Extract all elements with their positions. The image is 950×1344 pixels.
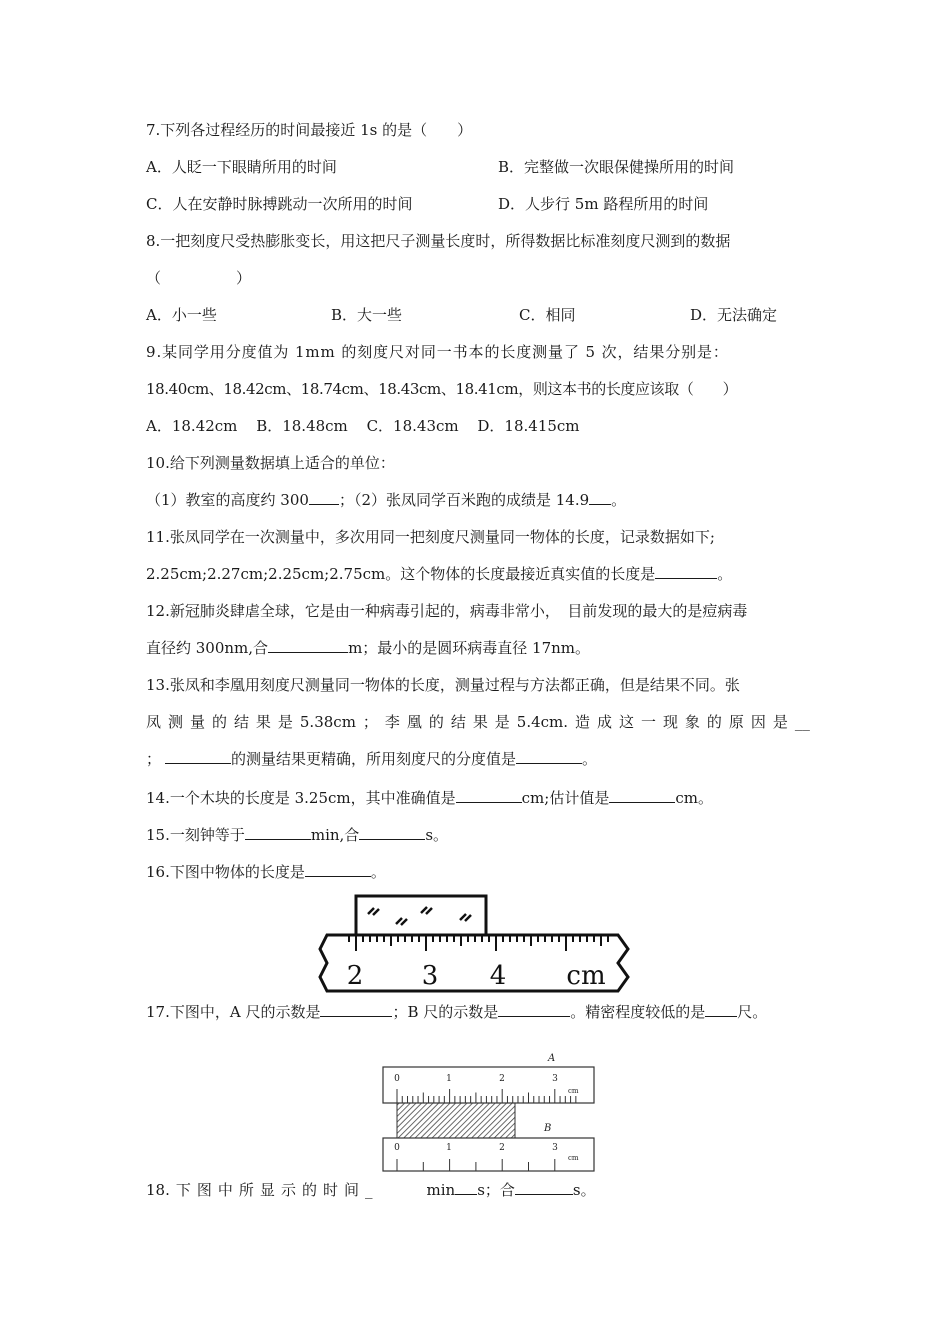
- q13-word: 凰: [406, 713, 422, 731]
- q10-line: [146, 490, 626, 510]
- q18-end: s。: [572, 1181, 596, 1199]
- q8-stem: 8.一把刻度尺受热膨胀变长，用这把尺子测量长度时，所得数据比标准刻度尺测到的数据: [146, 232, 731, 250]
- answer-blank[interactable]: [498, 1002, 570, 1017]
- q13-word: 是: [494, 713, 510, 731]
- q9-option-a: A．18.42cm: [146, 417, 238, 435]
- q18-char: 18.: [146, 1181, 170, 1199]
- q18-char: 所: [238, 1181, 254, 1199]
- q15-part1: 15.一刻钟等于: [146, 826, 245, 844]
- q13-line1: 13.张凤和李凰用刻度尺测量同一物体的长度，测量过程与方法都正确，但是结果不同。张: [146, 676, 740, 694]
- q13-word: 5.4cm.: [516, 713, 569, 731]
- q18-char: 的: [301, 1181, 317, 1199]
- ruler-b-label-3: 3: [552, 1143, 558, 1153]
- q16-stem: 16.下图中物体的长度是: [146, 863, 305, 881]
- q17-part2: ；B 尺的示数是: [392, 1003, 499, 1021]
- q18-min: min: [426, 1181, 456, 1199]
- ruler-a-label-3: 3: [552, 1074, 558, 1084]
- q7-stem: 7.下列各过程经历的时间最接近 1s 的是（ ）: [146, 121, 473, 139]
- q9-data: 18.40cm、18.42cm、18.74cm、18.43cm、18.41cm，则这本书的长度应该取（ ）: [146, 380, 738, 398]
- measured-object-hatched: [397, 1103, 515, 1138]
- q18-char: 间: [343, 1181, 359, 1199]
- q13-word: 的: [706, 713, 722, 731]
- q8-option-b: B．大一些: [331, 306, 403, 324]
- q13-word: 果: [255, 713, 271, 731]
- answer-blank[interactable]: [245, 825, 311, 840]
- ruler-a-label-2: 2: [499, 1074, 505, 1084]
- q13-word: 凤: [146, 713, 162, 731]
- q9-stem: 9.某同学用分度值为 1mm 的刻度尺对同一书本的长度测量了 5 次，结果分别是：: [146, 343, 729, 361]
- q17-line: [146, 1002, 767, 1022]
- q17-part1: 17.下图中，A 尺的示数是: [146, 1003, 321, 1021]
- q8-option-c: C．相同: [519, 306, 576, 324]
- q18-char: 图: [196, 1181, 212, 1199]
- ruler-label-4: 4: [489, 961, 507, 991]
- q14-line: [146, 788, 713, 808]
- q12-part2: m；最小的是圆环病毒直径 17nm。: [348, 639, 591, 657]
- answer-blank[interactable]: [516, 749, 582, 764]
- q18-stem: [146, 1181, 379, 1199]
- q11-line1: 11.张凤同学在一次测量中，多次用同一把刻度尺测量同一物体的长度，记录数据如下;: [146, 528, 715, 546]
- q13-word: 是: [772, 713, 788, 731]
- q13-word: 的: [211, 713, 227, 731]
- q8-paren: （ ）: [146, 269, 252, 287]
- q13-word: 结: [450, 713, 466, 731]
- ruler-b-label-1: 1: [446, 1143, 452, 1153]
- q11-data: 2.25cm;2.27cm;2.25cm;2.75cm。这个物体的长度最接近真实值的长度是: [146, 565, 656, 583]
- q13-word: 这: [618, 713, 634, 731]
- answer-blank[interactable]: [268, 638, 348, 653]
- answer-blank[interactable]: [589, 490, 611, 505]
- q15-line: [146, 825, 448, 845]
- q7-option-a: A．人眨一下眼睛所用的时间: [146, 158, 337, 176]
- q13-word: 造: [575, 713, 591, 731]
- q13-word: 象: [684, 713, 700, 731]
- q13-part1: ；: [146, 750, 162, 768]
- q10-part3: 。: [611, 491, 627, 509]
- q17-part4: 尺。: [737, 1003, 768, 1021]
- q13-line3: [146, 749, 597, 769]
- q9-option-b: B．18.48cm: [256, 417, 348, 435]
- q12-line1: 12.新冠肺炎肆虐全球，它是由一种病毒引起的，病毒非常小， 目前发现的最大的是痘病毒: [146, 602, 748, 620]
- q14-part1: 14.一个木块的长度是 3.25cm，其中准确值是: [146, 789, 456, 807]
- answer-blank[interactable]: [705, 1002, 737, 1017]
- ruler-b-label-0: 0: [394, 1143, 400, 1153]
- q9-option-c: C．18.43cm: [366, 417, 459, 435]
- q18-char: 示: [280, 1181, 296, 1199]
- q13-word: 一: [640, 713, 656, 731]
- ruler-label-3: 3: [421, 961, 439, 991]
- q13-word: 现: [662, 713, 678, 731]
- q13-word: 结: [233, 713, 249, 731]
- q13-word: 量: [189, 713, 205, 731]
- ruler-a: [383, 1067, 594, 1103]
- ruler-figure-16: [318, 893, 636, 993]
- q16-end: 。: [370, 863, 386, 881]
- q18-char: 中: [217, 1181, 233, 1199]
- q15-part2: min,合: [310, 826, 360, 844]
- q13-word: __: [794, 713, 810, 731]
- q13-word: 是: [277, 713, 293, 731]
- q13-line2: [146, 712, 810, 732]
- ruler-b: [383, 1138, 594, 1171]
- q11-end: 。: [717, 565, 733, 583]
- q10-stem: 10.给下列测量数据填上适合的单位：: [146, 454, 395, 472]
- answer-blank[interactable]: [309, 490, 339, 505]
- q13-word: 原: [728, 713, 744, 731]
- q13-part3: 。: [582, 750, 598, 768]
- answer-blank[interactable]: [320, 1002, 392, 1017]
- q18-char: 下: [175, 1181, 191, 1199]
- q7-option-c: C．人在安静时脉搏跳动一次所用的时间: [146, 195, 413, 213]
- q14-part3: cm。: [675, 789, 713, 807]
- q18-char: 时: [322, 1181, 338, 1199]
- q13-word: 成: [596, 713, 612, 731]
- q13-word: 的: [428, 713, 444, 731]
- measured-block: [356, 896, 486, 935]
- q12-line2: [146, 638, 590, 658]
- ruler-a-name: A: [548, 1053, 556, 1064]
- q7-option-b: B．完整做一次眼保健操所用的时间: [498, 158, 735, 176]
- ruler-b-unit: cm: [568, 1154, 579, 1162]
- q13-word: 果: [472, 713, 488, 731]
- q13-part2: 的测量结果更精确，所用刻度尺的分度值是: [231, 750, 517, 768]
- q13-word: 测: [167, 713, 183, 731]
- answer-blank[interactable]: [455, 1180, 477, 1195]
- q14-part2: cm;估计值是: [521, 789, 610, 807]
- q18-line: [146, 1180, 596, 1200]
- q16-line: [146, 862, 386, 882]
- ruler-b-label-2: 2: [499, 1143, 505, 1153]
- q8-option-d: D．无法确定: [690, 306, 778, 324]
- ruler-a-label-0: 0: [394, 1074, 400, 1084]
- answer-blank[interactable]: [655, 564, 717, 579]
- answer-blank[interactable]: [165, 749, 231, 764]
- q18-s: s；合: [477, 1181, 515, 1199]
- answer-blank[interactable]: [609, 788, 675, 803]
- q10-part2: ；（2）张凤同学百米跑的成绩是 14.9: [338, 491, 590, 509]
- q12-part1: 直径约 300nm,合: [146, 639, 269, 657]
- q11-line2: [146, 564, 732, 584]
- q15-part3: s。: [425, 826, 449, 844]
- ruler-label-2: 2: [346, 961, 364, 991]
- q13-word: ；: [362, 713, 378, 731]
- q17-part3: 。精密程度较低的是: [570, 1003, 706, 1021]
- q10-part1: （1）教室的高度约 300: [146, 491, 309, 509]
- q13-word: 因: [750, 713, 766, 731]
- q7-option-d: D．人步行 5m 路程所用的时间: [498, 195, 709, 213]
- ruler-figure-17: [378, 1050, 600, 1174]
- ruler-b-name: B: [544, 1123, 552, 1134]
- q13-word: 5.38cm: [299, 713, 356, 731]
- q8-option-a: A．小一些: [146, 306, 217, 324]
- answer-blank[interactable]: [359, 825, 425, 840]
- ruler-a-unit: cm: [568, 1087, 579, 1095]
- q9-options: [146, 416, 580, 436]
- q9-option-d: D．18.415cm: [477, 417, 580, 435]
- answer-blank[interactable]: [456, 788, 522, 803]
- ruler-unit-cm: cm: [566, 961, 606, 991]
- q13-word: 李: [384, 713, 400, 731]
- answer-blank[interactable]: [305, 862, 371, 877]
- answer-blank[interactable]: [515, 1180, 573, 1195]
- q18-char: 显: [259, 1181, 275, 1199]
- ruler-a-label-1: 1: [446, 1074, 452, 1084]
- q18-char: _: [365, 1181, 373, 1199]
